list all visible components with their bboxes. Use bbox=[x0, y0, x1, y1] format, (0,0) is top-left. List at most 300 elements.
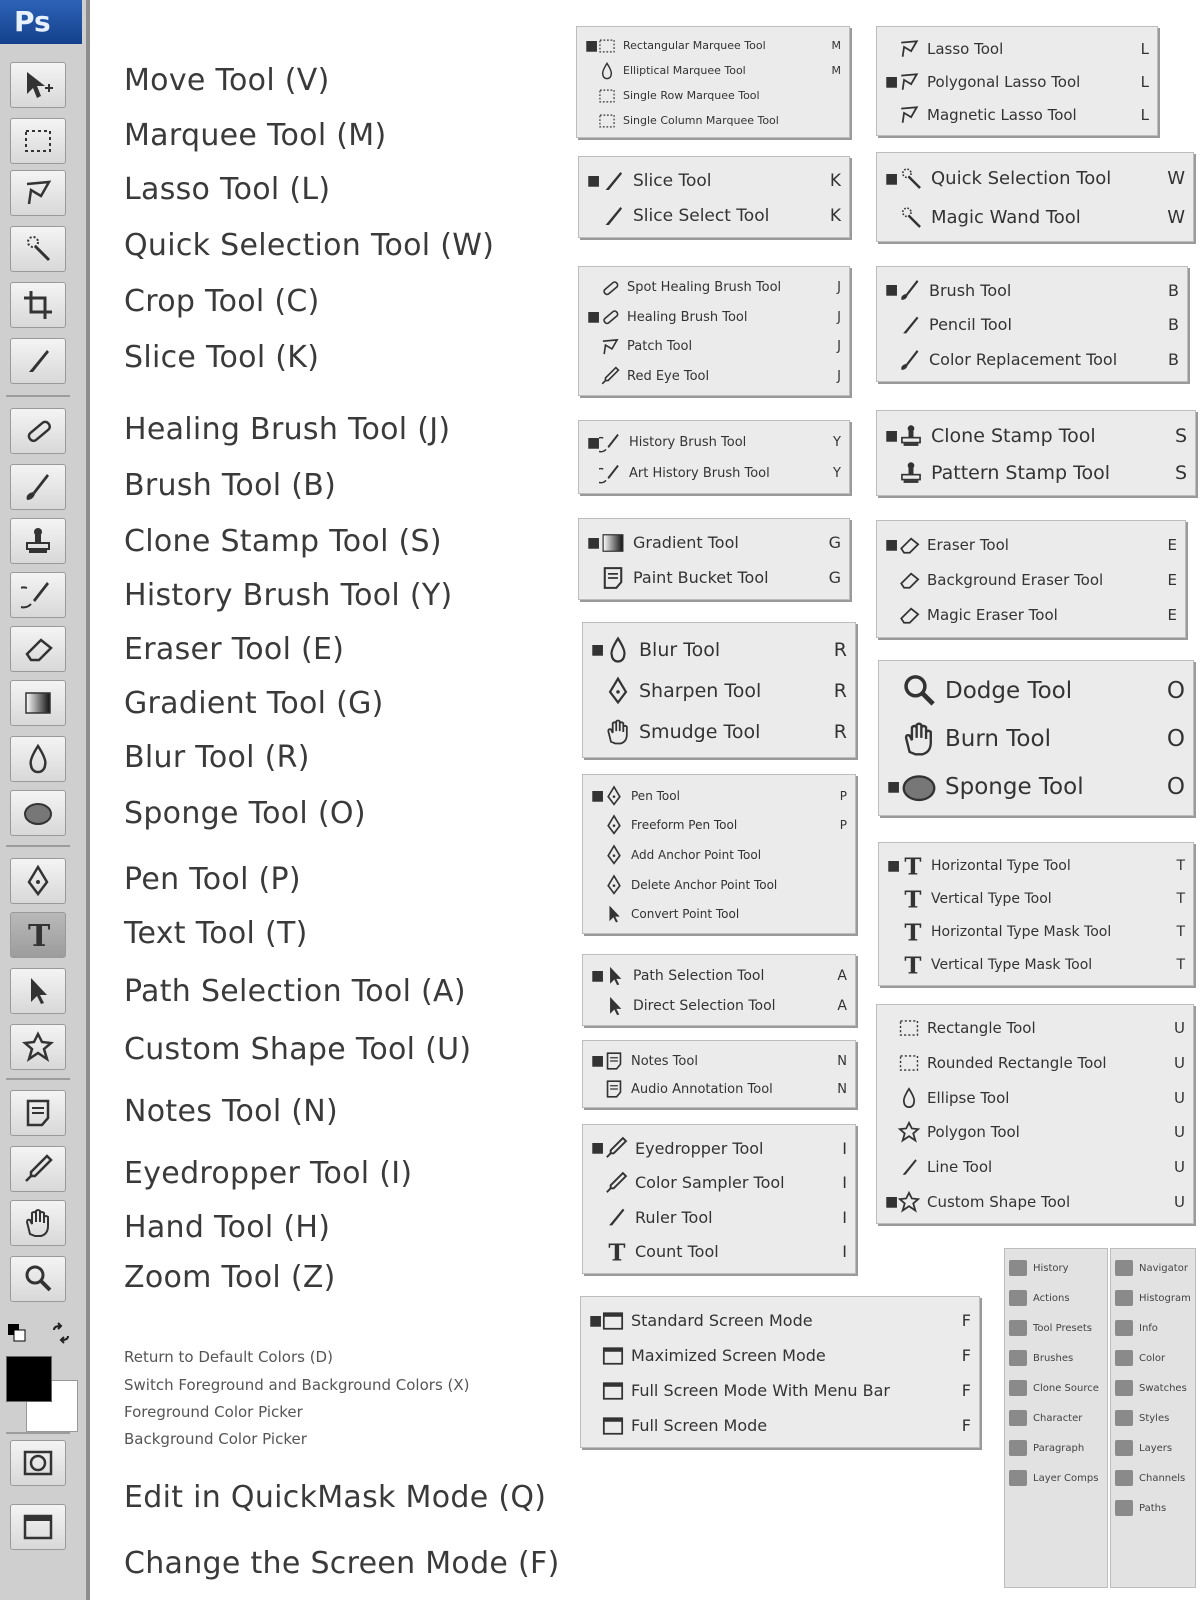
flyout-item-full-screen-mode[interactable] bbox=[589, 1408, 971, 1443]
shortcut-key: U bbox=[1174, 1088, 1185, 1107]
flyout-item-single-row-marquee-tool[interactable] bbox=[585, 83, 841, 108]
flyout-item-label: Full Screen Mode With Menu Bar bbox=[631, 1381, 891, 1400]
pen-icon bbox=[21, 864, 55, 898]
flyout-item-sharpen-tool[interactable] bbox=[591, 670, 847, 711]
active-indicator: ■ bbox=[587, 434, 601, 451]
shortcut-key: G bbox=[828, 533, 841, 552]
clone-stamp-icon bbox=[21, 524, 55, 558]
panel-styles[interactable] bbox=[1115, 1403, 1191, 1433]
notes-icon bbox=[599, 564, 627, 592]
flyout-item-label: Add Anchor Point Tool bbox=[631, 847, 762, 862]
flyout-item-brush-tool[interactable] bbox=[885, 273, 1179, 308]
active-indicator: ■ bbox=[591, 1140, 605, 1157]
shortcut-key: R bbox=[833, 679, 847, 702]
flyout-item-polygon-tool[interactable] bbox=[885, 1115, 1185, 1150]
flyout-item-count-tool[interactable] bbox=[591, 1235, 847, 1270]
tool-label: Sponge Tool (O) bbox=[124, 796, 366, 831]
blur-icon bbox=[603, 635, 633, 665]
toolbar-blur-button[interactable] bbox=[10, 736, 66, 782]
path-selection-icon bbox=[21, 974, 55, 1008]
gradient-flyout-menu bbox=[578, 518, 850, 600]
shortcut-key: B bbox=[1168, 280, 1179, 300]
clone-stamp-icon bbox=[897, 459, 925, 487]
slice-icon bbox=[21, 344, 55, 378]
marquee-icon bbox=[597, 86, 617, 106]
tool-label: Zoom Tool (Z) bbox=[124, 1260, 336, 1295]
path-flyout-menu bbox=[582, 954, 856, 1026]
layers-panel-icon bbox=[1115, 1440, 1133, 1456]
shortcut-key: J bbox=[837, 339, 841, 355]
flyout-item-label: Rectangular Marquee Tool bbox=[623, 39, 766, 52]
flyout-item-magnetic-lasso-tool[interactable] bbox=[885, 98, 1149, 131]
flyout-item-eyedropper-tool[interactable] bbox=[591, 1131, 847, 1166]
flyout-item-label: Red Eye Tool bbox=[627, 368, 710, 384]
shortcut-key: T bbox=[1176, 890, 1185, 907]
text-icon bbox=[899, 853, 925, 879]
shortcut-key: O bbox=[1166, 774, 1185, 800]
toolbar-notes-button[interactable] bbox=[10, 1090, 66, 1136]
panel-history[interactable] bbox=[1009, 1253, 1103, 1283]
hand-icon bbox=[603, 717, 633, 747]
shortcut-key: U bbox=[1174, 1123, 1185, 1142]
shortcut-key: B bbox=[1168, 315, 1179, 335]
marquee-icon bbox=[21, 124, 55, 158]
shortcut-key: J bbox=[837, 309, 841, 325]
color-control-label: Return to Default Colors (D) bbox=[124, 1348, 333, 1366]
marquee-icon bbox=[897, 1016, 921, 1040]
toolbar-clone-stamp-button[interactable] bbox=[10, 518, 66, 564]
flyout-item-magic-wand-tool[interactable] bbox=[885, 198, 1185, 237]
shortcut-key: N bbox=[837, 1081, 847, 1097]
active-indicator: ■ bbox=[591, 787, 605, 804]
actions-panel-icon bbox=[1009, 1290, 1027, 1306]
lasso-flyout-menu bbox=[876, 26, 1158, 136]
shortcut-key: N bbox=[837, 1053, 847, 1069]
eraser-icon bbox=[21, 632, 55, 666]
blur-flyout-menu bbox=[582, 622, 856, 758]
shortcut-key: J bbox=[837, 368, 841, 384]
shortcut-key: E bbox=[1167, 606, 1177, 625]
color-control-label: Foreground Color Picker bbox=[124, 1403, 303, 1421]
toolbar-sponge-button[interactable] bbox=[10, 790, 66, 836]
panel-channels[interactable] bbox=[1115, 1463, 1191, 1493]
panel-label: Styles bbox=[1139, 1412, 1170, 1424]
shortcut-key: E bbox=[1167, 570, 1177, 589]
flyout-item-custom-shape-tool[interactable] bbox=[885, 1184, 1185, 1219]
toolbar-slice-button[interactable] bbox=[10, 338, 66, 384]
blur-icon bbox=[897, 1086, 921, 1110]
flyout-item-healing-brush-tool[interactable] bbox=[587, 303, 841, 333]
toolbar-divider bbox=[6, 845, 70, 847]
shortcut-key: I bbox=[842, 1207, 847, 1227]
toolbar-marquee-button[interactable] bbox=[10, 118, 66, 164]
svg-text:T: T bbox=[904, 918, 922, 945]
active-indicator: ■ bbox=[885, 73, 899, 90]
toolbar-hand-button[interactable] bbox=[10, 1200, 66, 1246]
flyout-item-horizontal-type-tool[interactable] bbox=[887, 849, 1185, 882]
info-panel-icon bbox=[1115, 1320, 1133, 1336]
flyout-item-label: Ellipse Tool bbox=[927, 1088, 1010, 1107]
styles-panel-icon bbox=[1115, 1410, 1133, 1426]
tool-label: Hand Tool (H) bbox=[124, 1210, 331, 1245]
shortcut-key: M bbox=[831, 64, 841, 77]
flyout-item-ellipse-tool[interactable] bbox=[885, 1080, 1185, 1115]
flyout-item-label: Magic Wand Tool bbox=[931, 207, 1081, 228]
active-indicator: ■ bbox=[885, 170, 899, 187]
panel-info[interactable] bbox=[1115, 1313, 1191, 1343]
hand-icon bbox=[899, 719, 939, 759]
lasso-icon bbox=[897, 70, 921, 94]
panel-tool-presets[interactable] bbox=[1009, 1313, 1103, 1343]
shortcut-key: F bbox=[961, 1311, 971, 1330]
character-panel-icon bbox=[1009, 1410, 1027, 1426]
history-brush-icon bbox=[599, 431, 623, 455]
flyout-item-spot-healing-brush-tool[interactable] bbox=[587, 273, 841, 303]
flyout-item-rounded-rectangle-tool[interactable] bbox=[885, 1046, 1185, 1081]
slice-icon bbox=[599, 167, 627, 195]
panel-navigator[interactable] bbox=[1115, 1253, 1191, 1283]
panel-paths[interactable] bbox=[1115, 1493, 1191, 1523]
flyout-item-label: History Brush Tool bbox=[629, 435, 747, 450]
flyout-item-label: Polygon Tool bbox=[927, 1123, 1020, 1142]
tool-label: Notes Tool (N) bbox=[124, 1094, 339, 1129]
toolbar-custom-shape-button[interactable] bbox=[10, 1024, 66, 1070]
flyout-item-add-anchor-point-tool[interactable] bbox=[591, 840, 847, 870]
panel-label: Paths bbox=[1139, 1502, 1167, 1514]
marquee-flyout-menu bbox=[576, 26, 850, 138]
toolbar-brush-button[interactable] bbox=[10, 464, 66, 510]
toolbar-zoom-button[interactable] bbox=[10, 1256, 66, 1302]
flyout-item-pencil-tool[interactable] bbox=[885, 308, 1179, 343]
flyout-item-label: Eyedropper Tool bbox=[635, 1138, 764, 1158]
svg-text:T: T bbox=[28, 919, 51, 952]
flyout-item-lasso-tool[interactable] bbox=[885, 33, 1149, 66]
flyout-item-path-selection-tool[interactable] bbox=[591, 961, 847, 991]
quick-selection-icon bbox=[21, 232, 55, 266]
flyout-item-label: Art History Brush Tool bbox=[629, 466, 770, 481]
flyout-item-label: Standard Screen Mode bbox=[631, 1311, 813, 1330]
lasso-icon bbox=[897, 103, 921, 127]
flyout-item-label: Pencil Tool bbox=[929, 315, 1012, 335]
screen-mode-button[interactable] bbox=[10, 1504, 66, 1550]
active-indicator: ■ bbox=[885, 536, 899, 553]
flyout-item-convert-point-tool[interactable] bbox=[591, 899, 847, 929]
flyout-item-label: Dodge Tool bbox=[945, 678, 1073, 704]
flyout-item-label: Count Tool bbox=[635, 1242, 719, 1262]
default-colors-icon[interactable] bbox=[6, 1322, 28, 1344]
shortcut-key: L bbox=[1140, 72, 1149, 91]
pen-icon bbox=[603, 785, 625, 807]
toolbar-eyedropper-button[interactable] bbox=[10, 1146, 66, 1192]
toolbar-eraser-button[interactable] bbox=[10, 626, 66, 672]
flyout-item-label: Spot Healing Brush Tool bbox=[627, 280, 782, 296]
toolbar-divider bbox=[6, 1078, 70, 1080]
shortcut-key: G bbox=[828, 568, 841, 587]
flyout-item-patch-tool[interactable] bbox=[587, 332, 841, 362]
active-indicator: ■ bbox=[885, 427, 899, 444]
flyout-item-sponge-tool[interactable] bbox=[887, 763, 1185, 811]
panel-label: Paragraph bbox=[1033, 1442, 1085, 1454]
flyout-item-color-sampler-tool[interactable] bbox=[591, 1166, 847, 1201]
history-brush-icon bbox=[599, 462, 623, 486]
shortcut-key: E bbox=[1167, 535, 1177, 554]
shortcut-key: T bbox=[1176, 956, 1185, 973]
swap-colors-icon[interactable] bbox=[50, 1322, 72, 1344]
slice-flyout-menu bbox=[578, 156, 850, 238]
flyout-item-clone-stamp-tool[interactable] bbox=[885, 417, 1187, 454]
toolbar-crop-button[interactable] bbox=[10, 282, 66, 328]
shortcut-key: T bbox=[1176, 857, 1185, 874]
active-indicator: ■ bbox=[887, 857, 901, 874]
panel-paragraph[interactable] bbox=[1009, 1433, 1103, 1463]
flyout-item-vertical-type-tool[interactable] bbox=[887, 882, 1185, 915]
panel-histogram[interactable] bbox=[1115, 1283, 1191, 1313]
shortcut-key: I bbox=[842, 1242, 847, 1262]
pen-flyout-menu bbox=[582, 774, 856, 934]
flyout-item-magic-eraser-tool[interactable] bbox=[885, 598, 1177, 633]
flyout-item-maximized-screen-mode[interactable] bbox=[589, 1338, 971, 1373]
toolbar-history-brush-button[interactable] bbox=[10, 572, 66, 618]
photoshop-logo: Ps bbox=[0, 0, 82, 44]
panel-layers[interactable] bbox=[1115, 1433, 1191, 1463]
sponge-icon bbox=[899, 767, 939, 807]
screen-mode-icon bbox=[21, 1510, 55, 1544]
flyout-item-label: Horizontal Type Mask Tool bbox=[931, 923, 1112, 940]
shortcut-key: I bbox=[842, 1173, 847, 1193]
path-selection-icon bbox=[603, 903, 625, 925]
shortcut-key: O bbox=[1166, 678, 1185, 704]
quickselect-flyout-menu bbox=[876, 152, 1194, 242]
flyout-item-audio-annotation-tool[interactable] bbox=[591, 1075, 847, 1103]
shortcut-key: F bbox=[961, 1346, 971, 1365]
flyout-item-label: Notes Tool bbox=[631, 1053, 698, 1069]
flyout-item-delete-anchor-point-tool[interactable] bbox=[591, 870, 847, 900]
flyout-item-smudge-tool[interactable] bbox=[591, 712, 847, 753]
panel-label: Layers bbox=[1139, 1442, 1173, 1454]
flyout-item-pen-tool[interactable] bbox=[591, 781, 847, 811]
healing-brush-icon bbox=[599, 277, 621, 299]
toolbar-lasso-button[interactable] bbox=[10, 170, 66, 216]
flyout-item-label: Pattern Stamp Tool bbox=[931, 461, 1111, 484]
color-control-label: Background Color Picker bbox=[124, 1430, 307, 1448]
flyout-item-elliptical-marquee-tool[interactable] bbox=[585, 58, 841, 83]
flyout-item-label: Polygonal Lasso Tool bbox=[927, 72, 1081, 91]
flyout-item-red-eye-tool[interactable] bbox=[587, 362, 841, 392]
flyout-item-background-eraser-tool[interactable] bbox=[885, 562, 1177, 597]
panel-label: Layer Comps bbox=[1033, 1472, 1099, 1484]
active-indicator: ■ bbox=[587, 309, 601, 326]
shortcut-key: U bbox=[1174, 1192, 1185, 1211]
clone-stamp-icon bbox=[897, 422, 925, 450]
toolbar-move-button[interactable] bbox=[10, 62, 66, 108]
flyout-item-dodge-tool[interactable] bbox=[887, 667, 1185, 715]
tool-label: Pen Tool (P) bbox=[124, 862, 301, 897]
tool-label: Slice Tool (K) bbox=[124, 340, 320, 375]
svg-text:T: T bbox=[904, 951, 922, 978]
history-brush-icon bbox=[21, 578, 55, 612]
flyout-item-label: Single Row Marquee Tool bbox=[623, 89, 760, 102]
brush-icon bbox=[897, 347, 923, 373]
toolbar-divider bbox=[6, 395, 70, 397]
svg-text:T: T bbox=[904, 852, 922, 879]
flyout-item-freeform-pen-tool[interactable] bbox=[591, 811, 847, 841]
custom-shape-icon bbox=[897, 1120, 921, 1144]
custom-shape-icon bbox=[21, 1030, 55, 1064]
slice-icon bbox=[897, 1155, 921, 1179]
panel-actions[interactable] bbox=[1009, 1283, 1103, 1313]
flyout-item-art-history-brush-tool[interactable] bbox=[587, 458, 841, 489]
color-control-label: Switch Foreground and Background Colors (X) bbox=[124, 1376, 470, 1394]
flyout-item-blur-tool[interactable] bbox=[591, 629, 847, 670]
panel-swatches[interactable] bbox=[1115, 1373, 1191, 1403]
brush-icon bbox=[897, 277, 923, 303]
panel-clone-source[interactable] bbox=[1009, 1373, 1103, 1403]
flyout-item-rectangular-marquee-tool[interactable] bbox=[585, 33, 841, 58]
flyout-item-full-screen-mode-with-menu-bar[interactable] bbox=[589, 1373, 971, 1408]
shortcut-key: S bbox=[1174, 461, 1187, 484]
flyout-item-vertical-type-mask-tool[interactable] bbox=[887, 948, 1185, 981]
slice-icon bbox=[599, 202, 627, 230]
flyout-item-slice-select-tool[interactable] bbox=[587, 198, 841, 233]
screen-mode-icon bbox=[601, 1379, 625, 1403]
flyout-item-label: Vertical Type Mask Tool bbox=[931, 956, 1093, 973]
active-indicator: ■ bbox=[887, 779, 901, 795]
shortcut-key: W bbox=[1167, 168, 1185, 189]
shortcut-key: M bbox=[831, 39, 841, 52]
panel-color[interactable] bbox=[1115, 1343, 1191, 1373]
flyout-item-label: Full Screen Mode bbox=[631, 1416, 768, 1435]
shortcut-key: R bbox=[833, 721, 847, 744]
panel-brushes[interactable] bbox=[1009, 1343, 1103, 1373]
healing-flyout-menu bbox=[578, 266, 850, 396]
toolbar-gradient-button[interactable] bbox=[10, 680, 66, 726]
shortcut-key: Y bbox=[833, 466, 841, 481]
notes-flyout-menu bbox=[582, 1040, 856, 1108]
flyout-item-label: Horizontal Type Tool bbox=[931, 857, 1071, 874]
flyout-item-label: Background Eraser Tool bbox=[927, 570, 1104, 589]
flyout-item-label: Line Tool bbox=[927, 1157, 993, 1176]
pen-icon bbox=[603, 874, 625, 896]
eyedropper-icon bbox=[599, 365, 621, 387]
pen-icon bbox=[603, 844, 625, 866]
flyout-item-color-replacement-tool[interactable] bbox=[885, 342, 1179, 377]
eyedropper-icon bbox=[603, 1170, 629, 1196]
flyout-item-polygonal-lasso-tool[interactable] bbox=[885, 66, 1149, 99]
tool-label: Eraser Tool (E) bbox=[124, 632, 345, 667]
tool-label: History Brush Tool (Y) bbox=[124, 578, 453, 613]
layer-comps-panel-icon bbox=[1009, 1470, 1027, 1486]
shape-flyout-menu bbox=[876, 1004, 1194, 1224]
flyout-item-label: Direct Selection Tool bbox=[633, 998, 776, 1014]
flyout-item-label: Gradient Tool bbox=[633, 533, 739, 552]
toolbar-path-selection-button[interactable] bbox=[10, 968, 66, 1014]
flyout-item-label: Smudge Tool bbox=[639, 721, 761, 744]
history-panel-icon bbox=[1009, 1260, 1027, 1276]
panel-label: Swatches bbox=[1139, 1382, 1187, 1394]
flyout-item-notes-tool[interactable] bbox=[591, 1047, 847, 1075]
flyout-item-pattern-stamp-tool[interactable] bbox=[885, 454, 1187, 491]
marquee-icon bbox=[597, 36, 617, 56]
histogram-panel-icon bbox=[1115, 1290, 1133, 1306]
panel-label: Channels bbox=[1139, 1472, 1186, 1484]
tool-label: Healing Brush Tool (J) bbox=[124, 412, 451, 447]
flyout-item-eraser-tool[interactable] bbox=[885, 527, 1177, 562]
flyout-item-label: Clone Stamp Tool bbox=[931, 424, 1096, 447]
flyout-item-single-column-marquee-tool[interactable] bbox=[585, 108, 841, 133]
flyout-item-horizontal-type-mask-tool[interactable] bbox=[887, 915, 1185, 948]
flyout-item-label: Audio Annotation Tool bbox=[631, 1081, 773, 1097]
tool-label: Marquee Tool (M) bbox=[124, 118, 387, 153]
toolbar-quick-selection-button[interactable] bbox=[10, 226, 66, 272]
panel-layer-comps[interactable] bbox=[1009, 1463, 1103, 1493]
shortcut-key: L bbox=[1140, 105, 1149, 124]
flyout-item-label: Brush Tool bbox=[929, 280, 1012, 300]
clone-source-panel-icon bbox=[1009, 1380, 1027, 1396]
flyout-item-label: Paint Bucket Tool bbox=[633, 568, 769, 587]
flyout-item-rectangle-tool[interactable] bbox=[885, 1011, 1185, 1046]
panel-dock-col2 bbox=[1110, 1248, 1196, 1588]
flyout-item-label: Single Column Marquee Tool bbox=[623, 114, 779, 127]
tool-label: Lasso Tool (L) bbox=[124, 172, 331, 207]
flyout-item-label: Quick Selection Tool bbox=[931, 168, 1112, 189]
flyout-item-gradient-tool[interactable] bbox=[587, 525, 841, 560]
eraser-icon bbox=[897, 568, 921, 592]
flyout-item-standard-screen-mode[interactable] bbox=[589, 1303, 971, 1338]
slice-icon bbox=[603, 1204, 629, 1230]
shortcut-key: W bbox=[1167, 207, 1185, 228]
shortcut-key: P bbox=[839, 788, 847, 803]
flyout-item-label: Rectangle Tool bbox=[927, 1019, 1036, 1038]
shortcut-key: K bbox=[829, 170, 841, 191]
toolbar-healing-brush-button[interactable] bbox=[10, 408, 66, 454]
gradient-icon bbox=[21, 686, 55, 720]
flyout-item-burn-tool[interactable] bbox=[887, 715, 1185, 763]
hand-icon bbox=[21, 1206, 55, 1240]
panel-label: History bbox=[1033, 1262, 1069, 1274]
flyout-item-label: Lasso Tool bbox=[927, 40, 1004, 59]
flyout-item-slice-tool[interactable] bbox=[587, 163, 841, 198]
shortcut-key: P bbox=[839, 818, 847, 833]
tool-label: Text Tool (T) bbox=[124, 916, 308, 951]
eyedropper-icon bbox=[21, 1152, 55, 1186]
flyout-item-line-tool[interactable] bbox=[885, 1150, 1185, 1185]
flyout-item-label: Vertical Type Tool bbox=[931, 890, 1052, 907]
tool-label: Quick Selection Tool (W) bbox=[124, 228, 495, 263]
panel-character[interactable] bbox=[1009, 1403, 1103, 1433]
flyout-item-label: Delete Anchor Point Tool bbox=[631, 877, 778, 892]
flyout-item-history-brush-tool[interactable] bbox=[587, 427, 841, 458]
flyout-item-label: Blur Tool bbox=[639, 638, 721, 661]
active-indicator: ■ bbox=[591, 641, 605, 658]
flyout-item-paint-bucket-tool[interactable] bbox=[587, 560, 841, 595]
active-indicator: ■ bbox=[585, 37, 599, 54]
flyout-item-quick-selection-tool[interactable] bbox=[885, 159, 1185, 198]
flyout-item-direct-selection-tool[interactable] bbox=[591, 991, 847, 1021]
foreground-color-swatch[interactable] bbox=[6, 1356, 52, 1402]
text-icon bbox=[899, 919, 925, 945]
flyout-item-label: Patch Tool bbox=[627, 339, 693, 355]
flyout-item-ruler-tool[interactable] bbox=[591, 1200, 847, 1235]
quickmask-button[interactable] bbox=[10, 1440, 66, 1486]
notes-icon bbox=[603, 1078, 625, 1100]
tool-label: Move Tool (V) bbox=[124, 63, 330, 98]
toolbar-pen-button[interactable] bbox=[10, 858, 66, 904]
tool-label: Crop Tool (C) bbox=[124, 284, 320, 319]
toolbar-text-button[interactable] bbox=[10, 912, 66, 958]
notes-icon bbox=[21, 1096, 55, 1130]
crop-icon bbox=[21, 288, 55, 322]
gradient-icon bbox=[599, 529, 627, 557]
